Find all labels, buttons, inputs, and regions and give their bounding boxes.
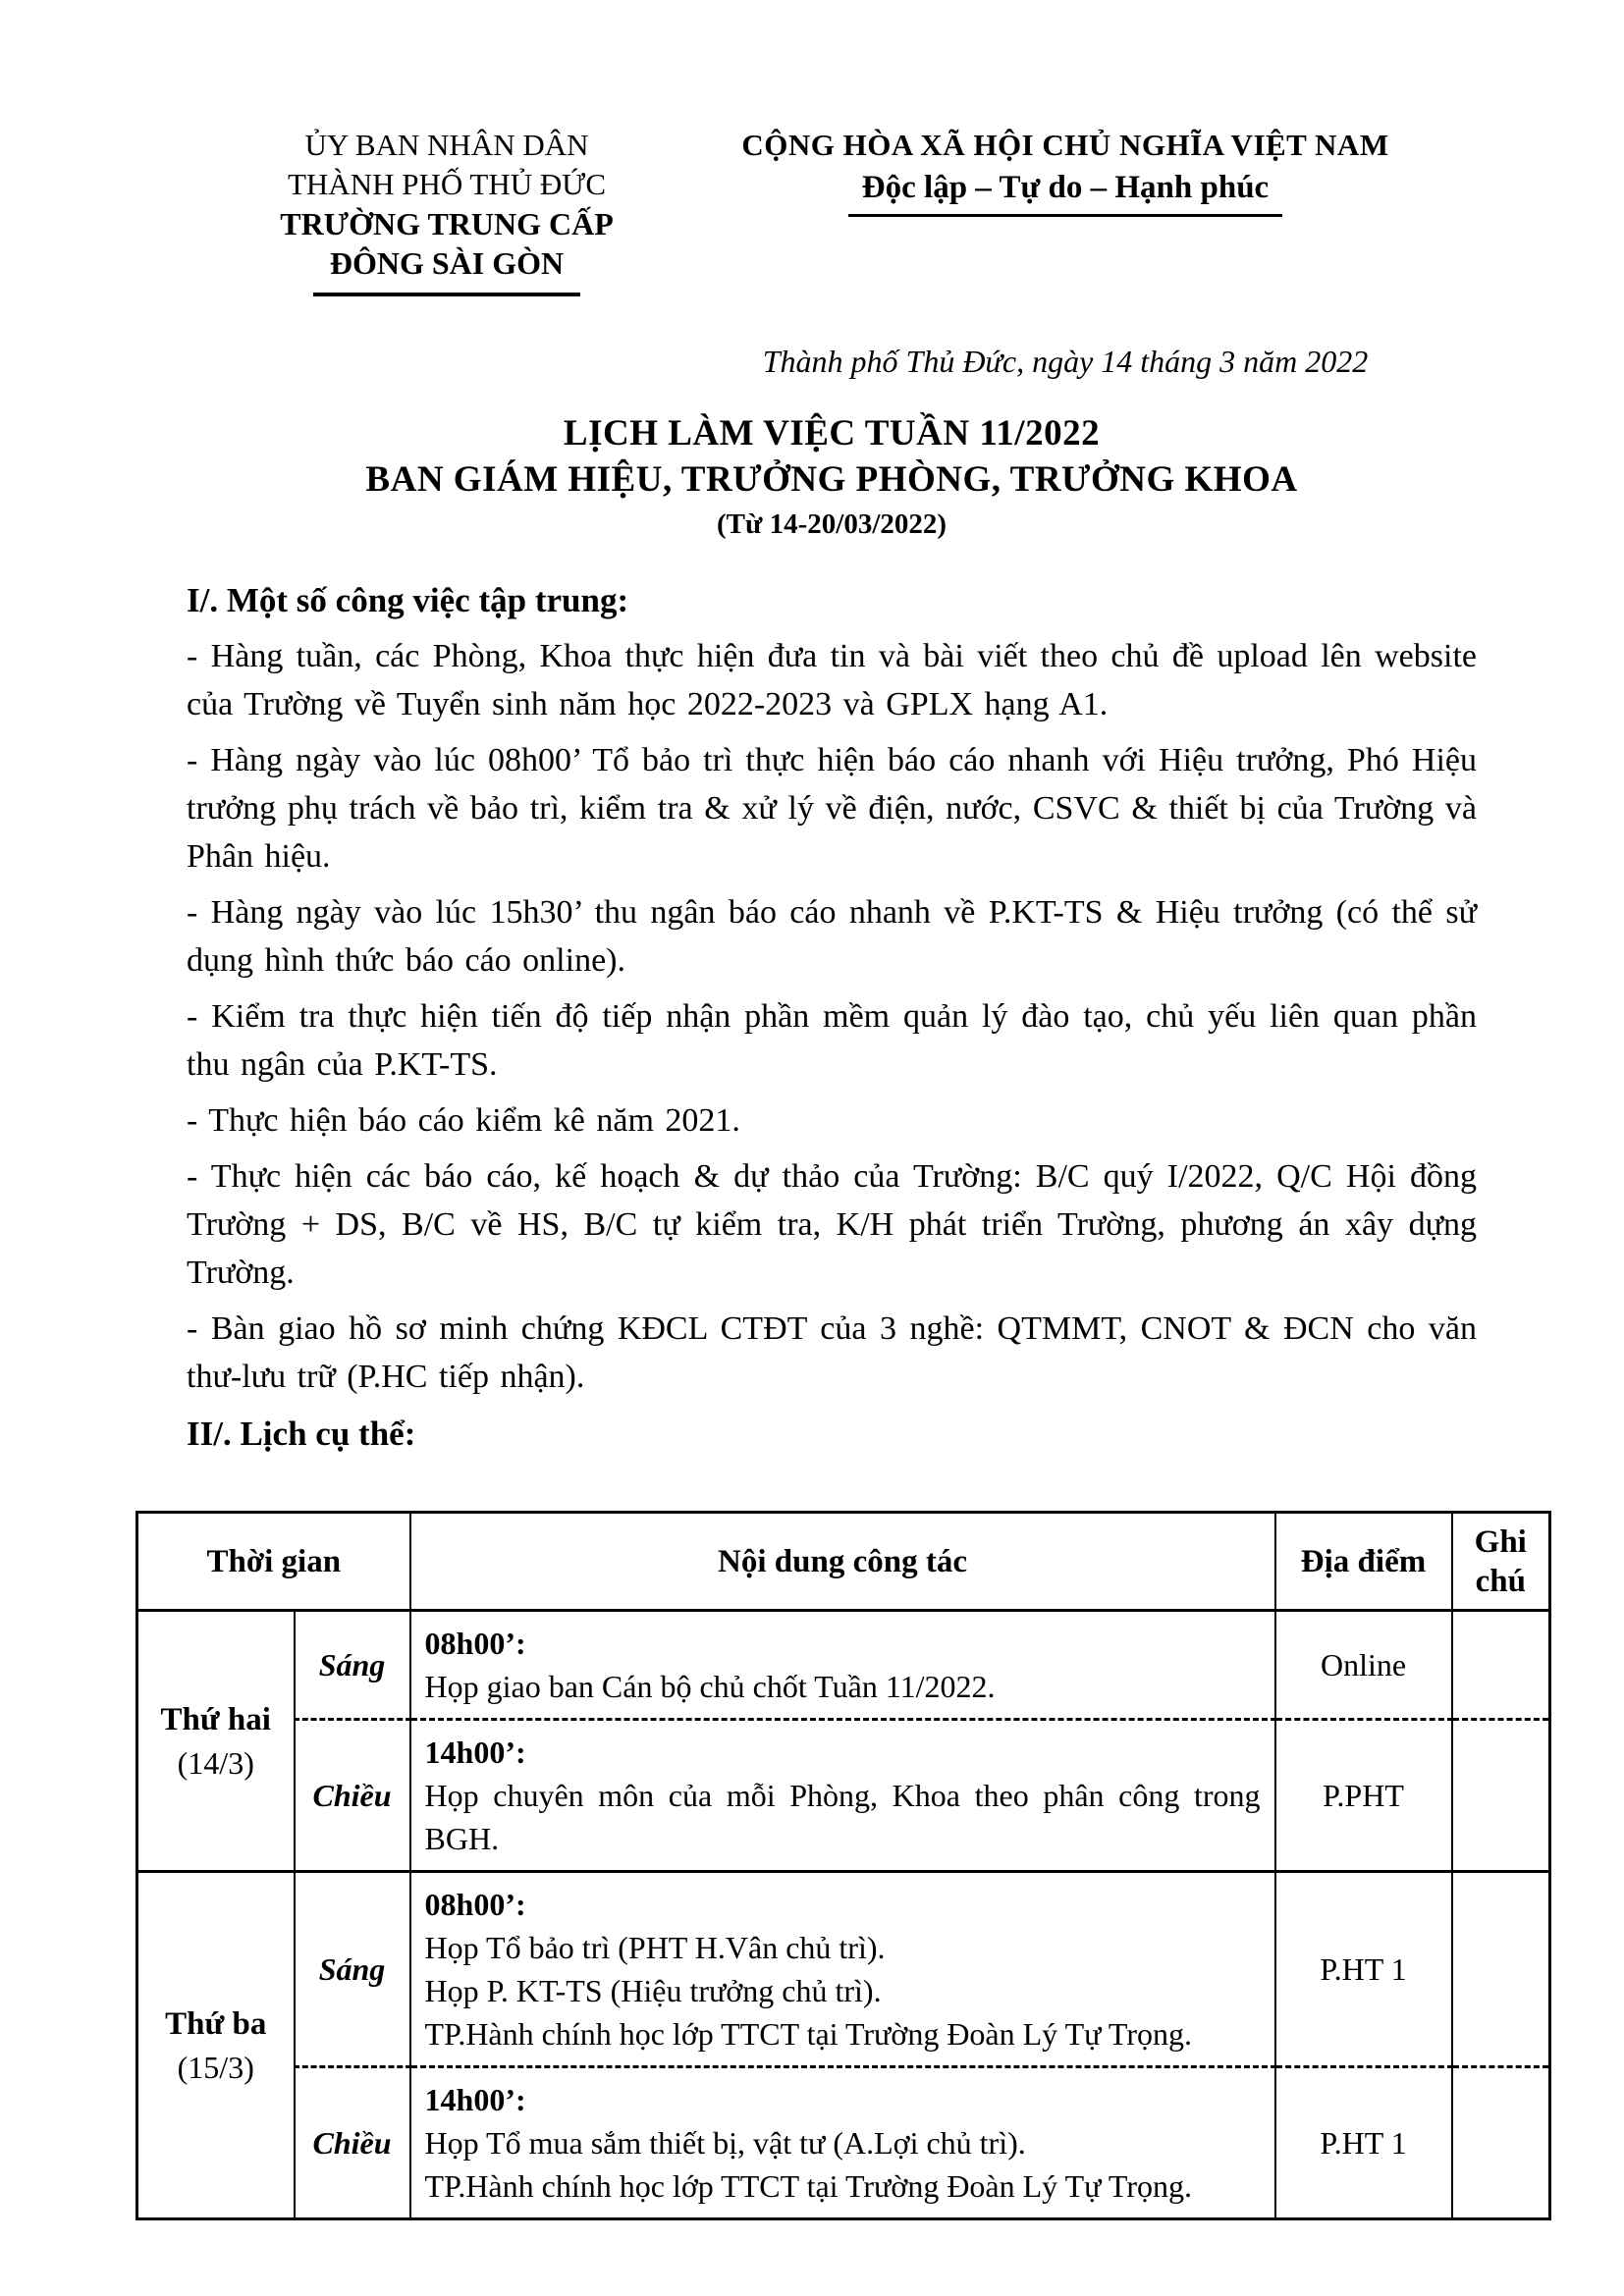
location-cell: Online — [1275, 1611, 1452, 1720]
paragraph: - Thực hiện các báo cáo, kế hoạch & dự thảo của Trường: B/C quý I/2022, Q/C Hội đồng Trường + DS, B/C về HS, B/C tự kiểm tra, K/H phát triển Trường, phương án xây dựng Trường. — [187, 1158, 1477, 1291]
col-header-note: Ghi chú — [1452, 1513, 1550, 1611]
session-cell-afternoon: Chiều — [295, 1720, 410, 1872]
org-line-3: TRƯỜNG TRUNG CẤP — [280, 206, 614, 241]
content-cell — [410, 2067, 1275, 2219]
dateline: Thành phố Thủ Đức, ngày 14 tháng 3 năm 2022 — [762, 344, 1369, 379]
title-line-2: BAN GIÁM HIỆU, TRƯỞNG PHÒNG, TRƯỞNG KHOA — [365, 459, 1298, 500]
time-label: 08h00’: — [424, 1887, 526, 1922]
content-line: Họp Tổ mua sắm thiết bị, vật tư (A.Lợi chủ trì). — [424, 2125, 1026, 2161]
note-cell — [1452, 1720, 1550, 1872]
org-line-1: ỦY BAN NHÂN DÂN — [304, 128, 589, 162]
org-underline — [313, 293, 580, 296]
section2-heading: II/. Lịch cụ thể: — [187, 1415, 416, 1453]
national-title: CỘNG HÒA XÃ HỘI CHỦ NGHĨA VIỆT NAM — [741, 128, 1389, 162]
col-header-location: Địa điểm — [1275, 1513, 1452, 1611]
table-row — [137, 1872, 1550, 2067]
day-cell-monday — [137, 1611, 295, 1872]
org-line-4: ĐÔNG SÀI GÒN — [329, 245, 565, 281]
day-name: Thứ hai — [160, 1701, 271, 1737]
session-cell-afternoon: Chiều — [295, 2067, 410, 2219]
session-cell-morning: Sáng — [295, 1872, 410, 2067]
paragraph: - Hàng ngày vào lúc 15h30’ thu ngân báo cáo nhanh về P.KT-TS & Hiệu trưởng (có thể sử dụng hình thức báo cáo online). — [187, 894, 1477, 979]
national-header-block — [722, 126, 1409, 217]
document-title-block — [187, 410, 1477, 544]
time-label: 08h00’: — [424, 1626, 526, 1661]
org-header-block — [216, 126, 677, 296]
session-cell-morning: Sáng — [295, 1611, 410, 1720]
content-line: Họp chuyên môn của mỗi Phòng, Khoa theo phân công trong BGH. — [424, 1778, 1261, 1856]
content-cell — [410, 1872, 1275, 2067]
document-header — [0, 0, 1624, 296]
content-line: Họp Tổ bảo trì (PHT H.Vân chủ trì). — [424, 1930, 886, 1965]
location-cell: P.HT 1 — [1275, 1872, 1452, 2067]
schedule-table — [135, 1511, 1551, 2220]
content-line: TP.Hành chính học lớp TTCT tại Trường Đoàn Lý Tự Trọng. — [424, 2168, 1192, 2204]
title-line-1: LỊCH LÀM VIỆC TUẦN 11/2022 — [563, 413, 1101, 454]
note-cell — [1452, 1611, 1550, 1720]
note-cell — [1452, 2067, 1550, 2219]
col-header-content: Nội dung công tác — [410, 1513, 1275, 1611]
note-cell — [1452, 1872, 1550, 2067]
paragraph: - Hàng ngày vào lúc 08h00’ Tổ bảo trì thực hiện báo cáo nhanh với Hiệu trưởng, Phó Hiệu trưởng phụ trách về bảo trì, kiểm tra & xử lý về điện, nước, CSVC & thiết bị của Trường và Phân hiệu. — [187, 742, 1477, 875]
content-line: Họp giao ban Cán bộ chủ chốt Tuần 11/2022. — [424, 1669, 996, 1704]
day-name: Thứ ba — [165, 2005, 267, 2042]
title-line-3: (Từ 14-20/03/2022) — [716, 508, 947, 540]
motto-underline — [848, 214, 1282, 217]
location-cell: P.PHT — [1275, 1720, 1452, 1872]
table-row — [137, 1720, 1550, 1872]
day-date: (15/3) — [177, 2049, 254, 2085]
dateline-wrap — [722, 342, 1409, 381]
section1-heading: I/. Một số công việc tập trung: — [187, 581, 629, 619]
content-cell — [410, 1720, 1275, 1872]
org-line-2: THÀNH PHỐ THỦ ĐỨC — [287, 167, 607, 201]
table-header-row — [137, 1513, 1550, 1611]
table-row — [137, 2067, 1550, 2219]
document-body — [187, 577, 1477, 1458]
paragraph: - Bàn giao hồ sơ minh chứng KĐCL CTĐT của 3 nghề: QTMMT, CNOT & ĐCN cho văn thư-lưu trữ (P.HC tiếp nhận). — [187, 1310, 1477, 1395]
table-row — [137, 1611, 1550, 1720]
day-date: (14/3) — [177, 1744, 254, 1781]
paragraph: - Kiểm tra thực hiện tiến độ tiếp nhận phần mềm quản lý đào tạo, chủ yếu liên quan phần thu ngân của P.KT-TS. — [187, 998, 1477, 1083]
time-label: 14h00’: — [424, 2082, 526, 2117]
day-cell-tuesday — [137, 1872, 295, 2219]
col-header-time: Thời gian — [137, 1513, 410, 1611]
content-cell — [410, 1611, 1275, 1720]
national-motto: Độc lập – Tự do – Hạnh phúc — [861, 170, 1270, 205]
paragraph: - Hàng tuần, các Phòng, Khoa thực hiện đưa tin và bài viết theo chủ đề upload lên website của Trường về Tuyển sinh năm học 2022-2023 và GPLX hạng A1. — [187, 638, 1477, 722]
location-cell: P.HT 1 — [1275, 2067, 1452, 2219]
paragraph: - Thực hiện báo cáo kiểm kê năm 2021. — [187, 1102, 740, 1139]
content-line: Họp P. KT-TS (Hiệu trưởng chủ trì). — [424, 1973, 882, 2008]
content-line: TP.Hành chính học lớp TTCT tại Trường Đoàn Lý Tự Trọng. — [424, 2016, 1192, 2052]
time-label: 14h00’: — [424, 1735, 526, 1770]
